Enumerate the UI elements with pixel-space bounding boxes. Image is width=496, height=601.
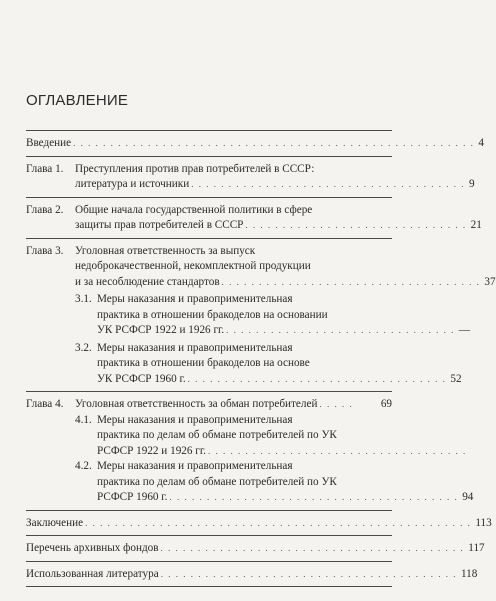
entry-page: 52 — [450, 372, 462, 385]
section-title-line: Меры наказания и правоприменительная — [97, 293, 293, 305]
dot-leader: . . . . . . . . . . . . . . . . . . . . . . . . . . . . . . . — [226, 325, 455, 335]
section-title-line: РСФСР 1922 и 1926 гг. — [97, 444, 206, 457]
section-title-line: практика по делам об обмане потребителей по УК — [97, 475, 337, 488]
chapter-title-line: Уголовная ответственность за обман потребителей — [75, 398, 318, 410]
chapter-number: Глава 3. — [26, 244, 64, 257]
chapter-title-line: Преступления против прав потребителей в СССР: — [75, 162, 315, 175]
section-title-line: УК РСФСР 1922 и 1926 гг. — [97, 324, 225, 336]
table-of-contents — [26, 130, 496, 587]
chapter-title-line: недоброкачественной, некомплектной продукции — [75, 260, 311, 272]
chapter-title-line: литература и источники — [75, 178, 190, 190]
toc-subentry-4-2[interactable] — [26, 459, 474, 506]
dot-leader: . . . . . . . . . . . . . . . . . . . . . . . . . . . . . . . . . . . . . . . — [169, 492, 459, 502]
toc-entry-chapter-1[interactable] — [26, 157, 475, 197]
toc-entry-chapter-2[interactable] — [26, 198, 482, 238]
toc-subentry-3-1[interactable] — [26, 292, 471, 339]
entry-page: 9 — [468, 178, 475, 190]
entry-page: 117 — [468, 542, 485, 554]
toc-entry-conclusion[interactable] — [26, 511, 492, 536]
toc-entry-intro[interactable] — [26, 131, 484, 156]
toc-entry-archives[interactable] — [26, 536, 485, 561]
chapter-title-line: Общие начала государственной политики в сфере — [75, 203, 313, 216]
entry-title: Заключение — [26, 516, 84, 529]
toc-subentry-3-2[interactable] — [26, 341, 462, 388]
chapter-number: Глава 2. — [26, 203, 64, 216]
entry-page: 4 — [478, 137, 484, 149]
entry-page: — — [458, 324, 471, 336]
entry-page: 69 — [380, 398, 392, 410]
dot-leader: . . . . . . . . . . . . . . . . . . . . . . . . . . . . . . . . . . . . . . . . . — [160, 543, 465, 553]
chapter-title-line: Уголовная ответственность за выпуск — [75, 244, 256, 257]
toc-heading: ОГЛАВЛЕНИЕ — [26, 92, 129, 109]
entry-page: 21 — [470, 219, 482, 231]
section-number: 4.1. — [75, 413, 92, 426]
chapter-number: Глава 1. — [26, 162, 64, 175]
section-title-line: РСФСР 1960 г. — [97, 491, 168, 503]
entry-page: 118 — [460, 567, 478, 580]
dot-leader: . . . . . . . . . . . . . . . . . . . . . . . . . . . . . . . . . . . . . — [191, 179, 465, 189]
section-title-line: Меры наказания и правоприменительная — [97, 460, 293, 472]
entry-title: Использованная литература — [26, 567, 159, 580]
entry-page: 94 — [462, 491, 474, 503]
dot-leader: . . . . . . . . . . . . . . . . . . . . . . . . . . . . . . . . . . . . . . . . . . . . . . . . . . . . — [85, 517, 472, 528]
chapter-number: Глава 4. — [26, 398, 64, 410]
entry-title: Перечень архивных фондов — [26, 542, 159, 554]
section-number: 3.1. — [75, 293, 92, 305]
toc-entry-chapter-3[interactable] — [26, 239, 496, 392]
toc-entry-literature[interactable] — [26, 562, 478, 587]
dot-leader: . . . . . . . . . . . . . . . . . . . . . . . . . . . . . . . . . . . — [221, 276, 481, 287]
section-title-line: Меры наказания и правоприменительная — [97, 341, 293, 354]
chapter-title-line: защиты прав потребителей в СССР — [75, 219, 244, 231]
dot-leader: . . . . . . . . . . . . . . . . . . . . . . . . . . . . . . . . . . . — [207, 445, 467, 456]
dot-leader: . . . . . . . . . . . . . . . . . . . . . . . . . . . . . . — [245, 220, 467, 230]
dot-leader: . . . . . . . . . . . . . . . . . . . . . . . . . . . . . . . . . . . . . . . . . . . . . . . . . . . . . . — [73, 138, 475, 148]
entry-page: 37 — [484, 275, 496, 288]
section-number: 4.2. — [75, 460, 92, 472]
section-title-line: практика по делам об обмане потребителей по УК — [97, 429, 337, 441]
dot-leader: . . . . . . . . . . . . . . . . . . . . . . . . . . . . . . . . . . . — [187, 373, 447, 384]
chapter-title-line: и за несоблюдение стандартов — [75, 275, 220, 288]
dot-leader: . . . . . — [319, 399, 354, 409]
toc-entry-chapter-4[interactable] — [26, 392, 474, 510]
toc-subentry-4-1[interactable] — [26, 413, 467, 460]
entry-title: Введение — [26, 137, 72, 149]
section-title-line: практика в отношении бракоделов на основании — [97, 308, 328, 321]
dot-leader: . . . . . . . . . . . . . . . . . . . . . . . . . . . . . . . . . . . . . . . . — [160, 568, 457, 579]
section-title-line: практика в отношении бракоделов на основе — [97, 357, 310, 369]
divider — [26, 586, 392, 587]
entry-page: 113 — [475, 516, 492, 529]
section-title-line: УК РСФСР 1960 г. — [97, 372, 186, 385]
section-title-line: Меры наказания и правоприменительная — [97, 413, 293, 426]
section-number: 3.2. — [75, 341, 92, 354]
